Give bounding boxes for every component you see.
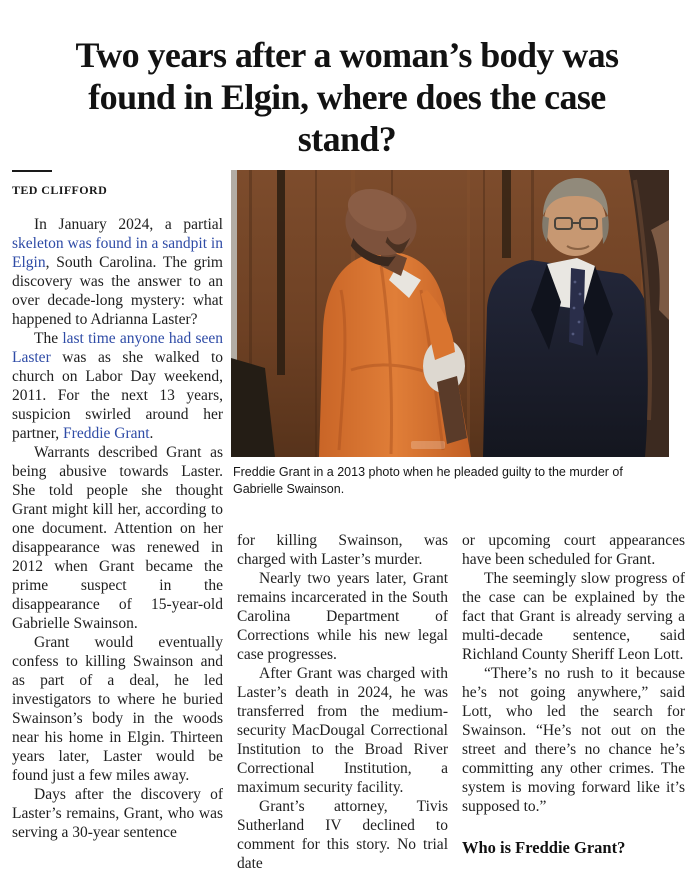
section-subhead: Who is Freddie Grant? xyxy=(462,838,626,857)
byline-block xyxy=(12,170,223,198)
byline-rule xyxy=(12,170,52,172)
courtroom-photo xyxy=(231,170,669,457)
paragraph: Grant would eventually confess to killing Swainson and as part of a deal, he led investigators to where he buried Swainson’s body in the woods near his home in Elgin. Thirteen years later, Laster would be found just a few miles away. xyxy=(12,634,223,784)
photo-caption: Freddie Grant in a 2013 photo when he pleaded guilty to the murder of Gabrielle Swainson. xyxy=(233,465,623,496)
paragraph: Days after the discovery of Laster’s remains, Grant, who was serving a 30-year sentence xyxy=(12,786,223,841)
courtroom-photo-illustration xyxy=(231,170,669,457)
byline-author: TED CLIFFORD xyxy=(12,183,108,197)
paragraph: After Grant was charged with Laster’s death in 2024, he was transferred from the medium-security MacDougal Correctional Institution to the Broad River Correctional Institution, a maximum security facility. xyxy=(237,665,448,796)
inline-article-link[interactable]: Freddie Grant xyxy=(63,425,150,442)
article-headline: Two years after a woman’s body was found in Elgin, where does the case stand? xyxy=(75,35,619,160)
paragraph: The last time anyone had seen Laster was as she walked to church on Labor Day weekend, 2011. For the next 13 years, suspicion swirled around her partner, Freddie Grant. xyxy=(12,330,223,442)
paragraph: for killing Swainson, was charged with Laster’s murder. xyxy=(237,532,448,568)
paragraph: “There’s no rush to it because he’s not going anywhere,” said Lott, who led the search for Swainson. “He’s not out on the street and there’s no chance he’s committing any other crimes. The system is moving forward like it’s supposed to.” xyxy=(462,665,685,815)
inline-article-link[interactable]: skeleton was found in a sandpit in Elgin xyxy=(12,235,223,271)
paragraph: In January 2024, a partial skeleton was found in a sandpit in Elgin, South Carolina. The grim discovery was the answer to an over decade-long mystery: what happened to Adrianna Laster? xyxy=(12,216,223,328)
article-column-middle xyxy=(237,531,448,887)
paragraph: Warrants described Grant as being abusive towards Laster. She told people she thought Grant might kill her, according to one document. Attention on her disappearance was renewed in 2012 when Grant became the prime suspect in the disappearance of 15-year-old Gabrielle Swainson. xyxy=(12,444,223,632)
paragraph: The seemingly slow progress of the case can be explained by the fact that Grant is already serving a multi-decade sentence, said Richland County Sheriff Leon Lott. xyxy=(462,570,685,663)
paragraph: Grant’s attorney, Tivis Sutherland IV declined to comment for this story. No trial date xyxy=(237,798,448,872)
article-column-left xyxy=(12,215,223,887)
article-column-right xyxy=(462,531,685,887)
paragraph: or upcoming court appearances have been scheduled for Grant. xyxy=(462,532,685,568)
inline-article-link[interactable]: last time anyone had seen Laster xyxy=(12,330,223,366)
paragraph: Nearly two years later, Grant remains incarcerated in the South Carolina Department of Corrections while his new legal case progresses. xyxy=(237,570,448,663)
